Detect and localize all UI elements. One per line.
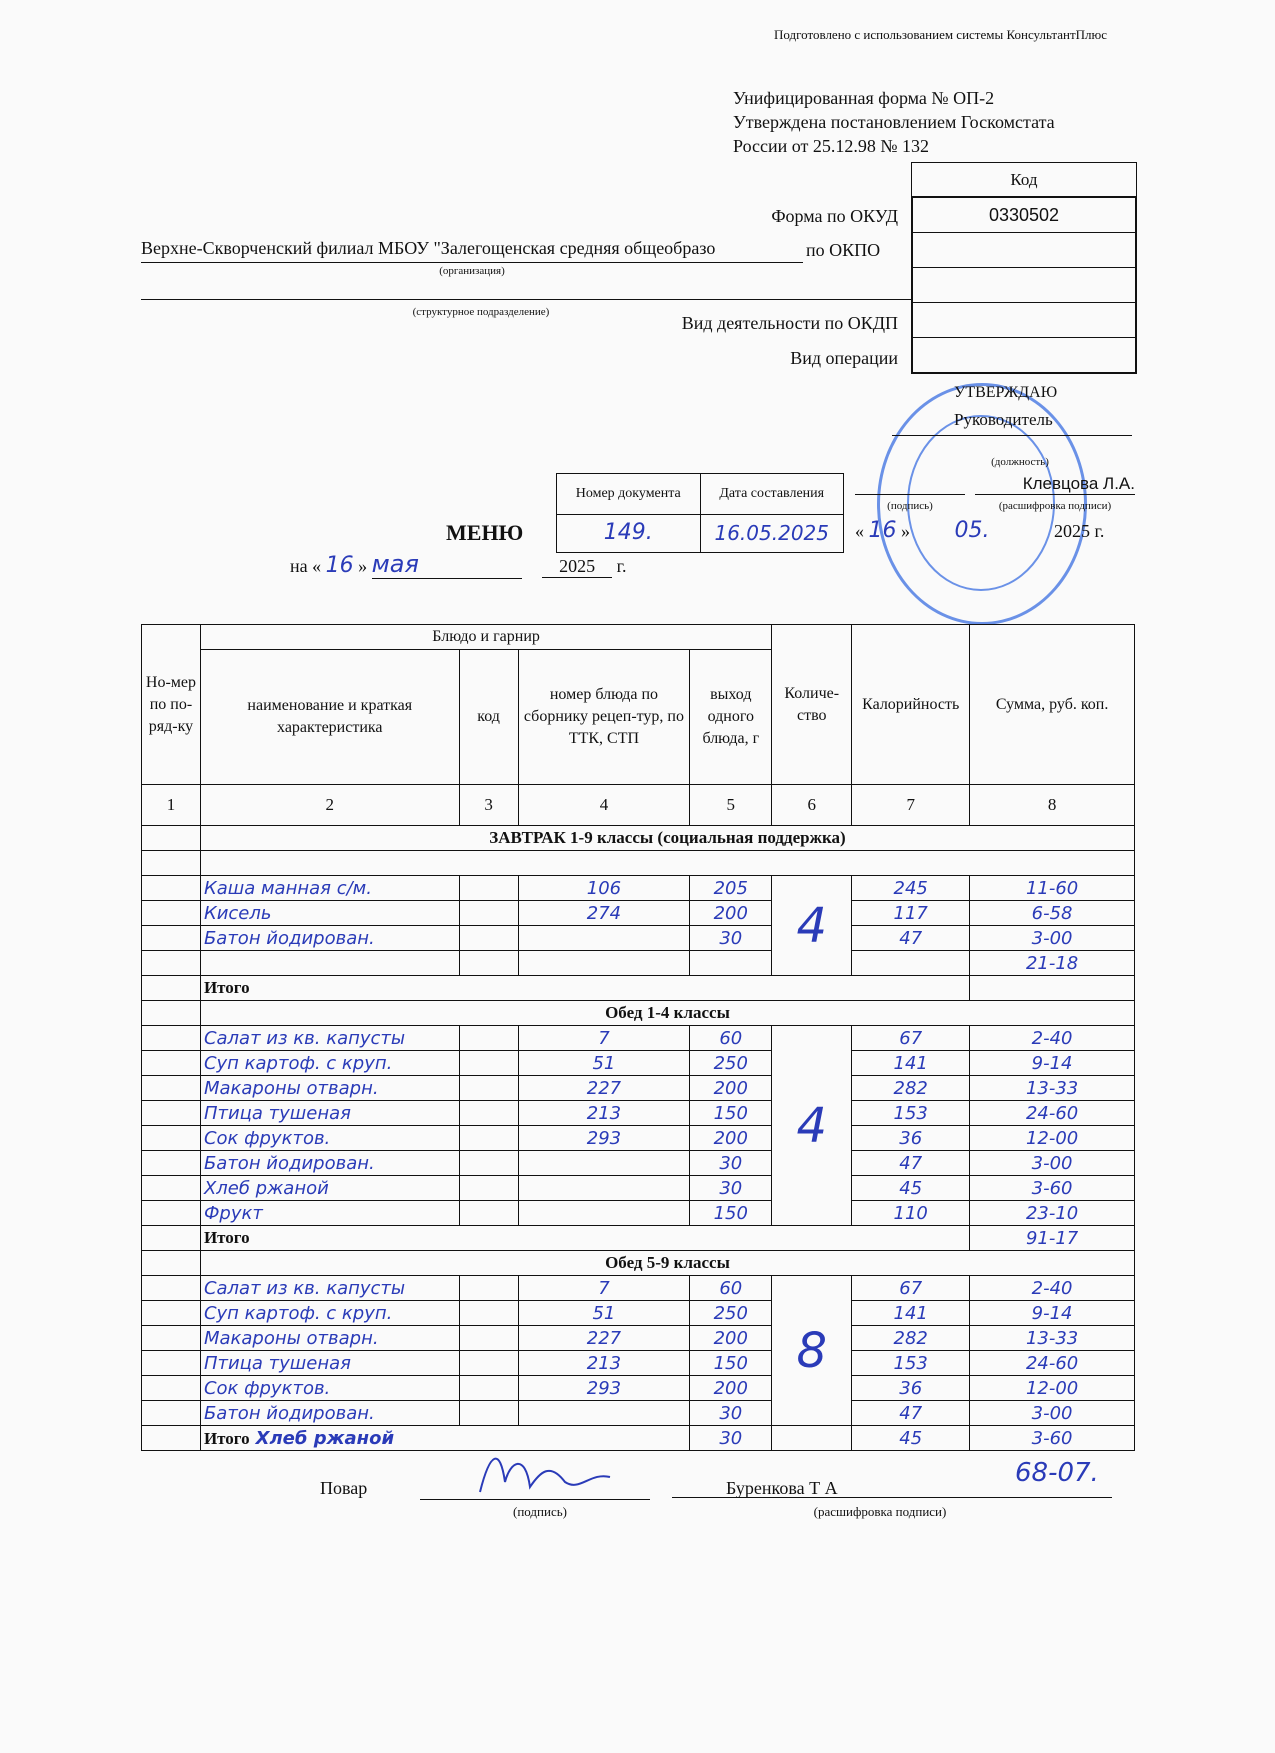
approve-quote-close: » bbox=[901, 521, 910, 541]
doc-number-cell bbox=[557, 474, 701, 552]
dish-code bbox=[459, 1026, 518, 1051]
table-row bbox=[142, 1051, 1135, 1076]
dish-qty: 4 bbox=[772, 1026, 852, 1226]
dish-recipe: 213 bbox=[518, 1351, 690, 1376]
doc-date: 16.05.2025 bbox=[714, 521, 829, 545]
form-header-line: Утверждена постановлением Госкомстата bbox=[733, 112, 1055, 132]
header-code: код bbox=[459, 650, 518, 785]
dish-cal: 47 bbox=[852, 926, 970, 951]
col-num: 2 bbox=[200, 785, 459, 826]
okpo-code-cell bbox=[913, 233, 1135, 268]
dish-qty: 8 bbox=[772, 1276, 852, 1426]
dish-name: Батон йодирован. bbox=[200, 926, 459, 951]
cook-label: Повар bbox=[320, 1478, 368, 1498]
cook-sign-caption: (подпись) bbox=[513, 1504, 567, 1519]
cook-signature bbox=[470, 1442, 620, 1502]
table-row bbox=[142, 1301, 1135, 1326]
dish-name: Птица тушеная bbox=[200, 1351, 459, 1376]
dish-recipe: 227 bbox=[518, 1326, 690, 1351]
row-num bbox=[142, 901, 201, 926]
row-num bbox=[142, 1301, 201, 1326]
dish-name: Салат из кв. капусты bbox=[200, 1276, 459, 1301]
blank-cell bbox=[518, 951, 690, 976]
dish-qty: 4 bbox=[772, 876, 852, 976]
dish-recipe bbox=[518, 1151, 690, 1176]
table-row bbox=[142, 876, 1135, 901]
dish-cal: 153 bbox=[852, 1351, 970, 1376]
blank-cell bbox=[142, 826, 201, 851]
row-num bbox=[142, 1101, 201, 1126]
dish-sum: 23-10 bbox=[970, 1201, 1135, 1226]
row-num bbox=[142, 1076, 201, 1101]
dish-output: 30 bbox=[690, 1151, 772, 1176]
table-row bbox=[142, 1426, 1135, 1451]
dish-code bbox=[459, 901, 518, 926]
row-num bbox=[142, 1151, 201, 1176]
menu-date-year: 2025 bbox=[542, 556, 612, 578]
dish-recipe: 213 bbox=[518, 1101, 690, 1126]
dish-code bbox=[459, 1326, 518, 1351]
col-num: 4 bbox=[518, 785, 690, 826]
menu-table bbox=[141, 624, 1135, 1451]
row-num bbox=[142, 1351, 201, 1376]
dish-code bbox=[459, 1151, 518, 1176]
table-row bbox=[142, 1076, 1135, 1101]
section-title: Обед 1-4 классы bbox=[200, 1001, 1134, 1026]
section-total bbox=[970, 976, 1135, 1001]
dish-sum: 24-60 bbox=[970, 1101, 1135, 1126]
dish-output: 200 bbox=[690, 1326, 772, 1351]
dish-cal: 141 bbox=[852, 1051, 970, 1076]
dish-code bbox=[459, 1176, 518, 1201]
table-row bbox=[142, 901, 1135, 926]
dish-output: 150 bbox=[690, 1101, 772, 1126]
blank-cell bbox=[690, 951, 772, 976]
dish-name: Хлеб ржаной bbox=[255, 1427, 395, 1449]
dish-sum: 3-60 bbox=[970, 1426, 1135, 1451]
column-number-row bbox=[142, 785, 1135, 826]
dish-name: Макароны отварн. bbox=[200, 1076, 459, 1101]
okud-label: Форма по ОКУД bbox=[771, 206, 898, 226]
code-title: Код bbox=[1010, 170, 1038, 189]
approve-position: Руководитель bbox=[954, 410, 1053, 429]
dish-name: Сок фруктов. bbox=[200, 1376, 459, 1401]
dish-cal: 47 bbox=[852, 1401, 970, 1426]
blank-cell bbox=[142, 1226, 201, 1251]
dish-sum: 9-14 bbox=[970, 1301, 1135, 1326]
row-num bbox=[142, 1376, 201, 1401]
dish-sum: 3-60 bbox=[970, 1176, 1135, 1201]
dish-code bbox=[459, 1301, 518, 1326]
grand-total: 68-07. bbox=[1015, 1458, 1099, 1488]
blank-cell bbox=[852, 951, 970, 976]
blank-cell bbox=[142, 951, 201, 976]
operation-code-cell bbox=[913, 338, 1135, 372]
dish-code bbox=[459, 1376, 518, 1401]
dish-sum: 3-00 bbox=[970, 926, 1135, 951]
dish-cal: 117 bbox=[852, 901, 970, 926]
dish-name: Сок фруктов. bbox=[200, 1126, 459, 1151]
dish-sum: 12-00 bbox=[970, 1376, 1135, 1401]
dish-name: Птица тушеная bbox=[200, 1101, 459, 1126]
row-num bbox=[142, 1126, 201, 1151]
blank-cell bbox=[142, 1426, 201, 1451]
dish-cal: 153 bbox=[852, 1101, 970, 1126]
dish-code bbox=[459, 1126, 518, 1151]
code-values-box bbox=[911, 196, 1137, 374]
menu-table-body bbox=[142, 625, 1135, 1451]
section-title: Обед 5-9 классы bbox=[200, 1251, 1134, 1276]
org-caption: (организация) bbox=[439, 265, 505, 277]
dish-name: Фрукт bbox=[200, 1201, 459, 1226]
blank-cell bbox=[459, 951, 518, 976]
total-label: Итого bbox=[200, 976, 969, 1001]
dish-name: Кисель bbox=[200, 901, 459, 926]
menu-date-suffix: г. bbox=[616, 556, 627, 576]
col-num: 5 bbox=[690, 785, 772, 826]
cook-name: Буренкова Т А bbox=[672, 1478, 1112, 1498]
blank-cell bbox=[200, 851, 1134, 876]
dish-output: 200 bbox=[690, 1126, 772, 1151]
dish-code bbox=[459, 1401, 518, 1426]
row-num bbox=[142, 1276, 201, 1301]
dish-recipe: 293 bbox=[518, 1376, 690, 1401]
approve-year: 2025 bbox=[1054, 521, 1090, 541]
table-row bbox=[142, 826, 1135, 851]
position-line bbox=[892, 434, 1132, 436]
blank-cell bbox=[142, 1251, 201, 1276]
col-num: 8 bbox=[970, 785, 1135, 826]
operation-label: Вид операции bbox=[790, 348, 898, 368]
dish-sum: 2-40 bbox=[970, 1276, 1135, 1301]
section-total: 91-17 bbox=[970, 1226, 1135, 1251]
dish-recipe bbox=[518, 1176, 690, 1201]
dish-output: 200 bbox=[690, 901, 772, 926]
menu-date bbox=[290, 550, 690, 579]
approve-sign-caption: (подпись) bbox=[887, 500, 933, 512]
dish-output: 205 bbox=[690, 876, 772, 901]
okdp-code-cell bbox=[913, 303, 1135, 338]
approve-sign-line bbox=[855, 474, 965, 495]
table-row bbox=[142, 926, 1135, 951]
dish-cal: 282 bbox=[852, 1326, 970, 1351]
approve-quote-open: « bbox=[855, 521, 864, 541]
cook-decode-caption: (расшифровка подписи) bbox=[813, 1504, 947, 1519]
dish-output: 30 bbox=[690, 1426, 772, 1451]
empty-code-cell bbox=[913, 268, 1135, 303]
col-num: 7 bbox=[852, 785, 970, 826]
code-box bbox=[911, 162, 1137, 198]
dish-output: 60 bbox=[690, 1026, 772, 1051]
dish-output: 250 bbox=[690, 1051, 772, 1076]
dish-output: 200 bbox=[690, 1076, 772, 1101]
dish-output: 250 bbox=[690, 1301, 772, 1326]
dish-name: Суп картоф. с круп. bbox=[200, 1301, 459, 1326]
blank-cell bbox=[142, 976, 201, 1001]
row-num bbox=[142, 1176, 201, 1201]
dish-sum: 9-14 bbox=[970, 1051, 1135, 1076]
header-recipe: номер блюда по сборнику рецеп-тур, по ТТК, СТП bbox=[518, 650, 690, 785]
dish-name: Макароны отварн. bbox=[200, 1326, 459, 1351]
approve-decode-caption: (расшифровка подписи) bbox=[998, 500, 1112, 512]
dish-sum: 3-00 bbox=[970, 1401, 1135, 1426]
header-dish: Блюдо и гарнир bbox=[200, 625, 771, 650]
dish-recipe: 7 bbox=[518, 1276, 690, 1301]
struct-line bbox=[141, 283, 911, 300]
form-header-line: России от 25.12.98 № 132 bbox=[733, 136, 930, 156]
okdp-label: Вид деятельности по ОКДП bbox=[681, 313, 898, 333]
blank-cell bbox=[772, 1426, 852, 1451]
blank-cell bbox=[142, 851, 201, 876]
col-num: 6 bbox=[772, 785, 852, 826]
header-output: выход одного блюда, г bbox=[690, 650, 772, 785]
blank-cell bbox=[200, 951, 459, 976]
dish-recipe: 106 bbox=[518, 876, 690, 901]
header-cal: Калорийность bbox=[852, 625, 970, 785]
okpo-label: по ОКПО bbox=[806, 240, 881, 260]
table-row bbox=[142, 1376, 1135, 1401]
dish-output: 30 bbox=[690, 1176, 772, 1201]
dish-name: Каша манная с/м. bbox=[200, 876, 459, 901]
dish-code bbox=[459, 1076, 518, 1101]
doc-date-cell bbox=[701, 474, 844, 552]
doc-box bbox=[556, 473, 844, 553]
table-row bbox=[142, 1026, 1135, 1051]
form-header-line: Унифицированная форма № ОП-2 bbox=[733, 88, 995, 108]
table-row bbox=[142, 1226, 1135, 1251]
table-row bbox=[142, 1001, 1135, 1026]
dish-name: Салат из кв. капусты bbox=[200, 1026, 459, 1051]
header-qty: Количе-ство bbox=[772, 625, 852, 785]
col-num: 1 bbox=[142, 785, 201, 826]
dish-recipe: 51 bbox=[518, 1051, 690, 1076]
dish-sum: 12-00 bbox=[970, 1126, 1135, 1151]
dish-cal: 282 bbox=[852, 1076, 970, 1101]
dish-code bbox=[459, 1351, 518, 1376]
dish-cal: 36 bbox=[852, 1376, 970, 1401]
dish-recipe: 274 bbox=[518, 901, 690, 926]
table-row bbox=[142, 1176, 1135, 1201]
dish-code bbox=[459, 926, 518, 951]
dish-cal: 141 bbox=[852, 1301, 970, 1326]
dish-recipe bbox=[518, 1401, 690, 1426]
table-row bbox=[142, 951, 1135, 976]
dish-output: 60 bbox=[690, 1276, 772, 1301]
dish-cal: 67 bbox=[852, 1276, 970, 1301]
dish-code bbox=[459, 1051, 518, 1076]
header-row bbox=[142, 625, 1135, 650]
menu-date-prefix: на « bbox=[290, 556, 322, 576]
row-num bbox=[142, 926, 201, 951]
approve-day: 16 bbox=[868, 518, 897, 543]
header-num: Но-мер по по-ряд-ку bbox=[142, 625, 201, 785]
row-num bbox=[142, 1026, 201, 1051]
dish-code bbox=[459, 1101, 518, 1126]
dish-cal: 110 bbox=[852, 1201, 970, 1226]
table-row bbox=[142, 1401, 1135, 1426]
menu-title: МЕНЮ bbox=[446, 520, 524, 545]
approve-name: Клевцова Л.А. bbox=[975, 474, 1135, 495]
dish-cal: 47 bbox=[852, 1151, 970, 1176]
dish-sum: 24-60 bbox=[970, 1351, 1135, 1376]
dish-recipe: 7 bbox=[518, 1026, 690, 1051]
dish-sum: 2-40 bbox=[970, 1026, 1135, 1051]
dish-sum: 13-33 bbox=[970, 1076, 1135, 1101]
dish-cal: 245 bbox=[852, 876, 970, 901]
table-row bbox=[142, 851, 1135, 876]
table-row bbox=[142, 1201, 1135, 1226]
approve-year-suffix: г. bbox=[1094, 521, 1105, 541]
approve-date bbox=[855, 518, 1130, 543]
menu-date-sep: » bbox=[358, 556, 368, 576]
table-row bbox=[142, 1101, 1135, 1126]
position-caption: (должность) bbox=[991, 456, 1049, 468]
approve-title: УТВЕРЖДАЮ bbox=[954, 384, 1058, 401]
dish-recipe bbox=[518, 1201, 690, 1226]
doc-number-label: Номер документа bbox=[557, 474, 700, 515]
dish-output: 30 bbox=[690, 1401, 772, 1426]
table-row bbox=[142, 1151, 1135, 1176]
approve-month: 05. bbox=[954, 518, 990, 543]
dish-output: 150 bbox=[690, 1351, 772, 1376]
dish-output: 200 bbox=[690, 1376, 772, 1401]
dish-recipe: 227 bbox=[518, 1076, 690, 1101]
dish-cal: 67 bbox=[852, 1026, 970, 1051]
dish-name: Хлеб ржаной bbox=[200, 1176, 459, 1201]
header-sum: Сумма, руб. коп. bbox=[970, 625, 1135, 785]
struct-caption: (структурное подразделение) bbox=[412, 306, 550, 318]
total-label: Итого bbox=[200, 1226, 969, 1251]
table-row bbox=[142, 976, 1135, 1001]
dish-cal: 45 bbox=[852, 1176, 970, 1201]
dish-cal: 45 bbox=[852, 1426, 970, 1451]
dish-code bbox=[459, 876, 518, 901]
dish-name: Батон йодирован. bbox=[200, 1401, 459, 1426]
dish-sum: 11-60 bbox=[970, 876, 1135, 901]
dish-name: Батон йодирован. bbox=[200, 1151, 459, 1176]
section-title: ЗАВТРАК 1-9 классы (социальная поддержка) bbox=[200, 826, 1134, 851]
dish-cal: 36 bbox=[852, 1126, 970, 1151]
header-name: наименование и краткая характеристика bbox=[200, 650, 459, 785]
dish-sum: 6-58 bbox=[970, 901, 1135, 926]
doc-date-label: Дата составления bbox=[701, 474, 844, 515]
form-header bbox=[733, 86, 1055, 158]
dish-recipe: 293 bbox=[518, 1126, 690, 1151]
dish-code bbox=[459, 1201, 518, 1226]
dish-code bbox=[459, 1276, 518, 1301]
blank-cell bbox=[142, 1001, 201, 1026]
row-num bbox=[142, 1401, 201, 1426]
table-row bbox=[142, 1251, 1135, 1276]
dish-name: Суп картоф. с круп. bbox=[200, 1051, 459, 1076]
row-num bbox=[142, 1326, 201, 1351]
table-row bbox=[142, 1351, 1135, 1376]
dish-recipe bbox=[518, 926, 690, 951]
dish-sum: 3-00 bbox=[970, 1151, 1135, 1176]
dish-output: 30 bbox=[690, 926, 772, 951]
table-row bbox=[142, 1326, 1135, 1351]
dish-recipe: 51 bbox=[518, 1301, 690, 1326]
org-name: Верхне-Скворченский филиал МБОУ "Залегощенская средняя общеобразо bbox=[141, 238, 803, 263]
table-row bbox=[142, 1126, 1135, 1151]
top-note: Подготовлено с использованием системы КонсультантПлюс bbox=[774, 27, 1108, 42]
col-num: 3 bbox=[459, 785, 518, 826]
row-num bbox=[142, 876, 201, 901]
row-num bbox=[142, 1051, 201, 1076]
table-row bbox=[142, 1276, 1135, 1301]
subtotal-sum: 21-18 bbox=[970, 951, 1135, 976]
doc-number: 149. bbox=[603, 520, 653, 545]
dish-sum: 13-33 bbox=[970, 1326, 1135, 1351]
dish-output: 150 bbox=[690, 1201, 772, 1226]
menu-date-month: мая bbox=[372, 550, 522, 579]
row-num bbox=[142, 1201, 201, 1226]
menu-date-day: 16 bbox=[325, 553, 354, 578]
total-label-text: Итого bbox=[203, 1428, 250, 1448]
okud-code: 0330502 bbox=[913, 198, 1135, 233]
